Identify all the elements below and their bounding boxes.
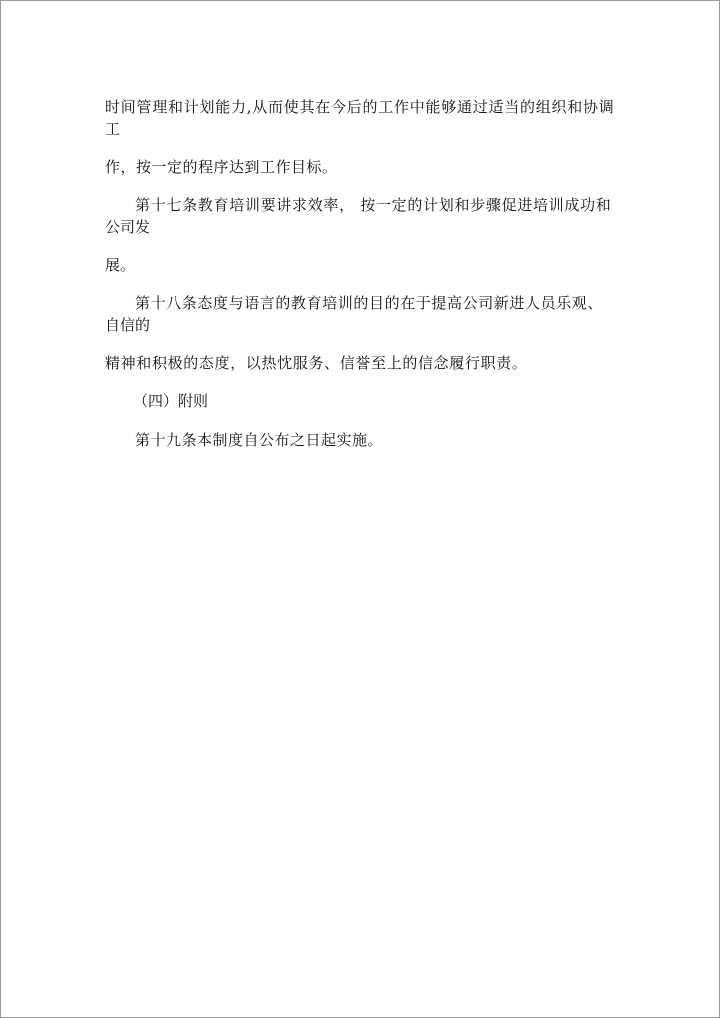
text-line: 精神和积极的态度，以热忱服务、信誉至上的信念履行职责。	[105, 354, 528, 372]
section-heading: （四）附则	[133, 392, 209, 410]
article-19-text: 第十九条本制度自公布之日起实施。	[135, 431, 384, 449]
article-17-text: 第十七条教育培训要讲求效率， 按一定的计划和步骤促进培训成功和	[135, 196, 612, 214]
article-18-text: 第十八条态度与语言的教育培训的目的在于提高公司新进人员乐观、	[135, 294, 604, 312]
text-line: 作，按一定的程序达到工作目标。	[105, 158, 338, 176]
text-line: 自信的	[105, 316, 151, 334]
text-line: 时间管理和计划能力,从而使其在今后的工作中能够通过适当的组织和协调	[105, 98, 615, 116]
text-line: 公司发	[105, 218, 151, 236]
text-line: 工	[105, 120, 121, 138]
text-line: 展。	[105, 256, 136, 274]
